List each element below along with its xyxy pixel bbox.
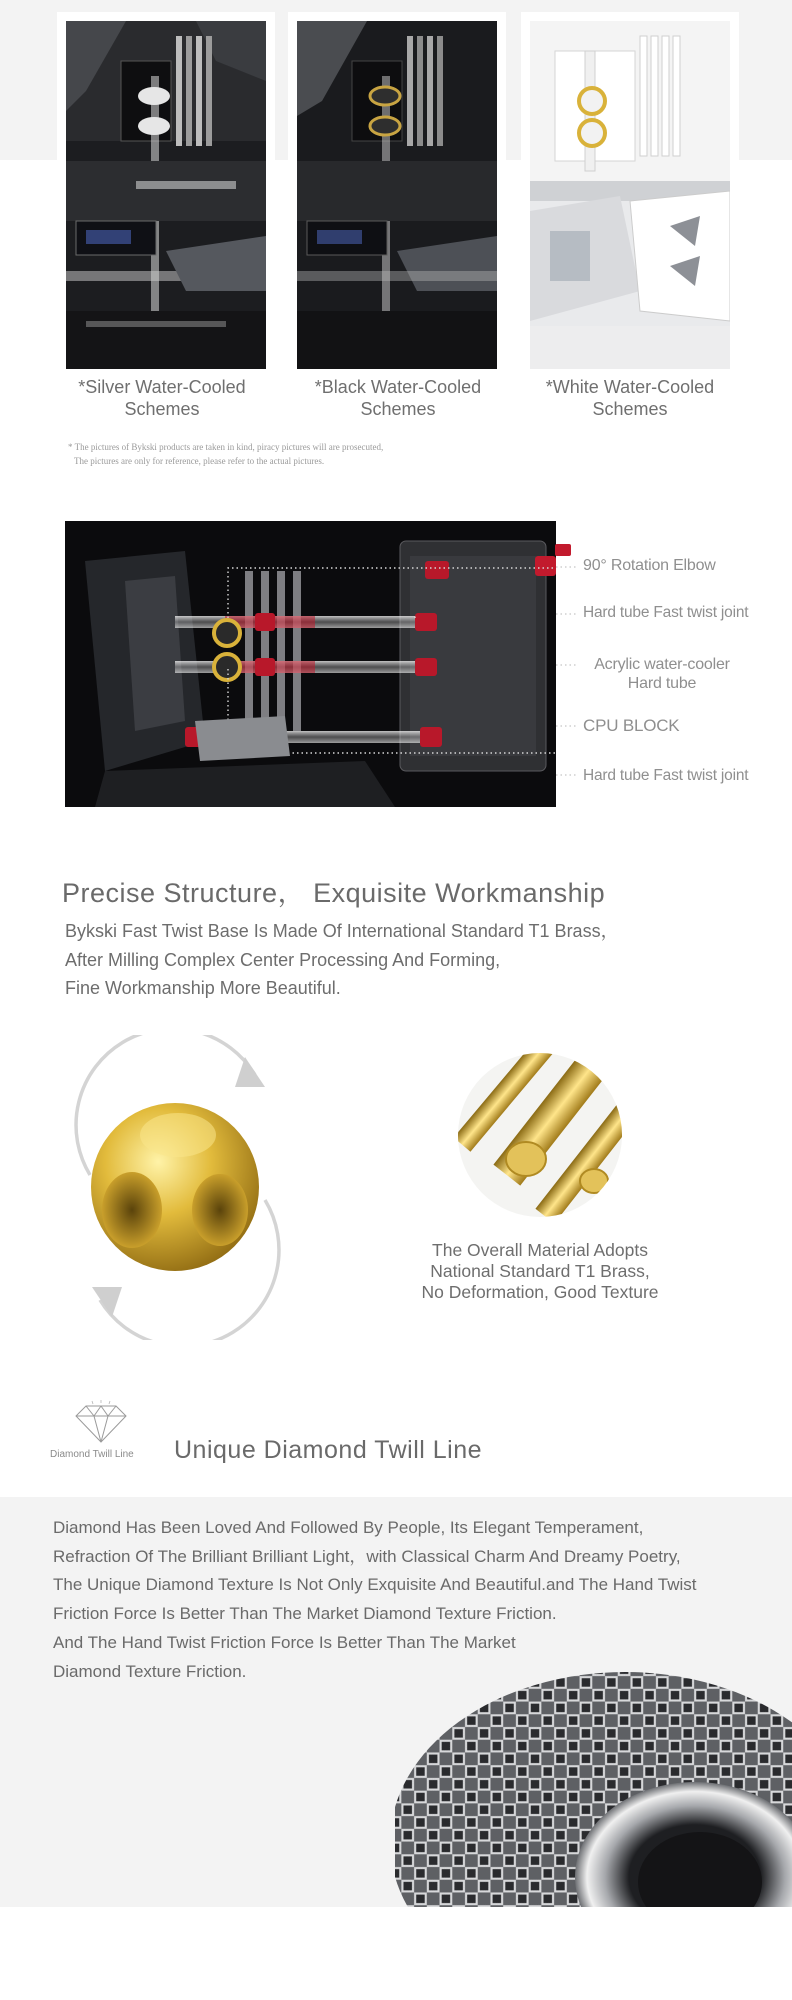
callout-fast-twist-joint-top: Hard tube Fast twist joint: [583, 604, 749, 621]
precise-structure-title: Precise Structure， Exquisite Workmanship: [62, 878, 606, 908]
disclaimer: [68, 440, 383, 468]
scheme-card-silver: [57, 12, 275, 384]
scheme-card-white: [521, 12, 739, 384]
scheme-card-black: [288, 12, 506, 384]
diamond-description: [53, 1514, 697, 1686]
diamond-line-1: Diamond Has Been Loved And Followed By People, Its Elegant Temperament,: [53, 1518, 644, 1537]
brass-material-caption: [380, 1240, 700, 1303]
diamond-section-band: [0, 1497, 792, 1907]
callout-acrylic-hard-tube: [578, 655, 746, 693]
brass-cube-fitting-image: [60, 1035, 290, 1340]
diamond-twill-title: Unique Diamond Twill Line: [174, 1436, 483, 1464]
diamond-line-4: Friction Force Is Better Than The Market Diamond Texture Friction.: [53, 1604, 557, 1624]
diamond-line-2: Refraction Of The Brilliant Brilliant Light，with Classical Charm And Dreamy Poetry,: [53, 1546, 681, 1566]
callout-cpu-block: CPU BLOCK: [583, 716, 680, 735]
diamond-icon: [72, 1400, 130, 1444]
scheme-caption-black: [278, 376, 518, 420]
precise-line-3: Fine Workmanship More Beautiful.: [65, 978, 341, 998]
brass-caption-line-1: The Overall Material Adopts: [432, 1240, 648, 1260]
scheme-caption-black-text: *Black Water-Cooled Schemes: [314, 377, 482, 419]
scheme-caption-silver: [42, 376, 282, 420]
diamond-logo-label: Diamond Twill Line: [50, 1449, 134, 1460]
precise-line-2: After Milling Complex Center Processing And Forming,: [65, 949, 501, 970]
brass-caption-line-2: National Standard T1 Brass,: [430, 1261, 650, 1281]
scheme-caption-silver-text: *Silver Water-Cooled Schemes: [78, 377, 246, 419]
diamond-line-6: Diamond Texture Friction.: [53, 1661, 247, 1681]
white-scheme-photo: [530, 21, 730, 369]
callout-acrylic-line-2: Hard tube: [627, 675, 697, 692]
diamond-line-3: The Unique Diamond Texture Is Not Only Exquisite And Beautiful.and The Hand Twist: [53, 1575, 697, 1595]
brass-caption-line-3: No Deformation, Good Texture: [421, 1282, 659, 1302]
silver-scheme-photo: [66, 21, 266, 369]
rotate-arrow-top-icon: [235, 1057, 265, 1087]
elbow-marker-icon: [555, 540, 575, 560]
component-diagram-photo: [65, 521, 556, 807]
precise-structure-body: [65, 917, 619, 1003]
callout-fast-twist-joint-bottom: Hard tube Fast twist joint: [583, 767, 749, 784]
callout-acrylic-line-1: Acrylic water-cooler: [594, 656, 730, 673]
brass-rods-image: [456, 1051, 624, 1219]
scheme-caption-white: [510, 376, 750, 420]
callout-rotation-elbow: 90° Rotation Elbow: [583, 557, 716, 574]
knurled-fitting-image: [395, 1657, 792, 1907]
black-scheme-photo: [297, 21, 497, 369]
diamond-line-5: And The Hand Twist Friction Force Is Better Than The Market: [53, 1632, 516, 1652]
disclaimer-line-1: * The pictures of Bykski products are taken in kind, piracy pictures will are prosecuted,: [68, 442, 384, 452]
scheme-caption-white-text: *White Water-Cooled Schemes: [545, 377, 715, 419]
disclaimer-line-2: The pictures are only for reference, please refer to the actual pictures.: [74, 456, 325, 466]
precise-line-1: Bykski Fast Twist Base Is Made Of International Standard T1 Brass，: [65, 921, 619, 941]
